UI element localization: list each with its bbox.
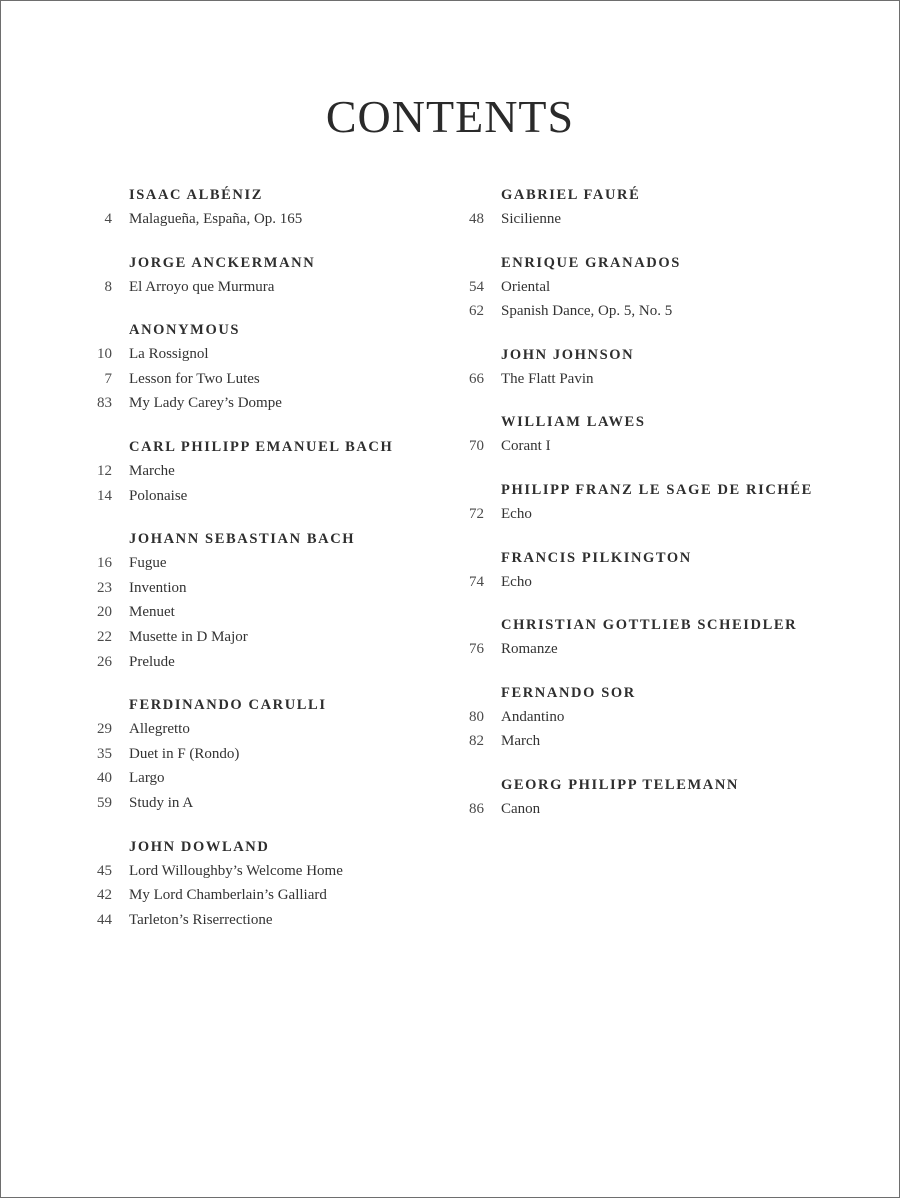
contents-entry[interactable] <box>84 551 414 576</box>
page-number: 80 <box>469 708 484 725</box>
page-number: 48 <box>469 211 484 227</box>
page-number: 29 <box>97 721 112 738</box>
contents-entry[interactable] <box>456 502 836 527</box>
composer-section-john-johnson <box>456 343 836 392</box>
page-number: 23 <box>97 579 112 596</box>
page-number: 7 <box>104 370 112 387</box>
piece-title: My Lord Chamberlain’s Galliard <box>129 887 327 904</box>
piece-title: Echo <box>501 505 532 522</box>
composer-section-georg-philipp-telemann <box>456 773 836 822</box>
page-number: 45 <box>97 862 112 879</box>
contents-entry[interactable] <box>84 717 414 742</box>
contents-entry[interactable] <box>84 791 414 816</box>
piece-title: Fugue <box>129 555 167 572</box>
composer-section-philipp-franz-le-sage-de-richee <box>456 478 836 527</box>
page-number: 44 <box>97 911 112 928</box>
page-number: 66 <box>469 370 484 387</box>
contents-entry[interactable] <box>84 742 414 767</box>
piece-title: Lord Willoughby’s Welcome Home <box>129 862 343 879</box>
composer-heading: JOHANN SEBASTIAN BACH <box>129 531 356 548</box>
composer-heading: WILLIAM LAWES <box>501 414 646 431</box>
composer-section-john-dowland <box>84 835 414 933</box>
page-number: 4 <box>104 211 112 227</box>
composer-heading: FRANCIS PILKINGTON <box>501 549 692 566</box>
page-number: 42 <box>97 887 112 904</box>
contents-entry[interactable] <box>84 459 414 484</box>
composer-heading: ENRIQUE GRANADOS <box>501 254 681 271</box>
contents-entry[interactable] <box>456 367 836 392</box>
page-number: 16 <box>97 555 112 572</box>
page-number: 20 <box>97 604 112 621</box>
page-number: 35 <box>97 745 112 762</box>
page-number: 14 <box>97 487 112 504</box>
page-number: 40 <box>97 770 112 787</box>
piece-title: Romanze <box>501 641 558 658</box>
page-number: 22 <box>97 628 112 645</box>
piece-title: Malagueña, España, Op. 165 <box>129 211 303 227</box>
composer-heading: ISAAC ALBÉNIZ <box>129 187 264 203</box>
piece-title: Prelude <box>129 653 175 670</box>
contents-entry[interactable] <box>84 367 414 392</box>
composer-heading: FERDINANDO CARULLI <box>129 697 327 714</box>
piece-title: Canon <box>501 800 541 817</box>
composer-heading: GEORG PHILIPP TELEMANN <box>501 776 739 793</box>
page-number: 8 <box>104 278 112 295</box>
page-number: 86 <box>469 800 484 817</box>
piece-title: Corant I <box>501 438 551 455</box>
piece-title: Marche <box>129 462 175 479</box>
composer-heading: GABRIEL FAURÉ <box>501 187 641 203</box>
composer-heading: ANONYMOUS <box>129 322 241 339</box>
contents-entry[interactable] <box>84 625 414 650</box>
contents-entry[interactable] <box>84 600 414 625</box>
composer-section-ferdinando-carulli <box>84 693 414 815</box>
contents-right-column <box>456 183 836 841</box>
page-number: 83 <box>97 395 112 412</box>
piece-title: Tarleton’s Riserrectione <box>129 911 273 928</box>
page-number: 70 <box>469 438 484 455</box>
contents-entry[interactable] <box>84 207 414 232</box>
contents-entry[interactable] <box>84 275 414 300</box>
contents-entry[interactable] <box>456 570 836 595</box>
piece-title: Invention <box>129 579 187 596</box>
piece-title: March <box>501 733 541 750</box>
composer-section-anonymous <box>84 318 414 416</box>
composer-heading: JOHN DOWLAND <box>129 838 270 855</box>
piece-title: Echo <box>501 573 532 590</box>
contents-entry[interactable] <box>456 299 836 324</box>
composer-section-gabriel-faure <box>456 183 836 232</box>
composer-heading: FERNANDO SOR <box>501 684 636 701</box>
page-number: 59 <box>97 794 112 811</box>
piece-title: Sicilienne <box>501 211 561 227</box>
piece-title: Allegretto <box>129 721 190 738</box>
composer-heading: JOHN JOHNSON <box>501 346 635 363</box>
piece-title: Duet in F (Rondo) <box>129 745 240 762</box>
composer-heading: JORGE ANCKERMANN <box>129 254 316 271</box>
piece-title: My Lady Carey’s Dompe <box>129 395 282 412</box>
page-number: 82 <box>469 733 484 750</box>
piece-title: Lesson for Two Lutes <box>129 370 260 387</box>
piece-title: Spanish Dance, Op. 5, No. 5 <box>501 303 673 320</box>
composer-heading: PHILIPP FRANZ LE SAGE DE RICHÉE <box>501 481 813 498</box>
piece-title: Polonaise <box>129 487 188 504</box>
piece-title: The Flatt Pavin <box>501 370 594 387</box>
piece-title: El Arroyo que Murmura <box>129 278 275 295</box>
contents-entry[interactable] <box>84 908 414 933</box>
page-title: CONTENTS <box>325 91 575 142</box>
contents-entry[interactable] <box>456 434 836 459</box>
composer-heading: CARL PHILIPP EMANUEL BACH <box>129 438 394 455</box>
composer-section-william-lawes <box>456 410 836 459</box>
page-number: 62 <box>469 303 484 320</box>
composer-section-christian-gottlieb-scheidler <box>456 613 836 662</box>
contents-entry[interactable] <box>456 637 836 662</box>
contents-entry[interactable] <box>84 576 414 601</box>
composer-section-fernando-sor <box>456 681 836 754</box>
piece-title: Andantino <box>501 708 565 725</box>
page-number: 12 <box>97 462 112 479</box>
composer-section-isaac-albeniz <box>84 183 414 232</box>
composer-section-carl-philipp-emanuel-bach <box>84 435 414 508</box>
contents-entry[interactable] <box>456 275 836 300</box>
composer-section-enrique-granados <box>456 251 836 324</box>
contents-entry[interactable] <box>456 705 836 730</box>
contents-entry[interactable] <box>84 859 414 884</box>
contents-entry[interactable] <box>84 650 414 675</box>
contents-entry[interactable] <box>84 766 414 791</box>
contents-entry[interactable] <box>84 391 414 416</box>
piece-title: Menuet <box>129 604 175 621</box>
page-number: 72 <box>469 505 484 522</box>
composer-section-jorge-anckermann <box>84 251 414 300</box>
contents-entry[interactable] <box>456 729 836 754</box>
contents-entry[interactable] <box>84 342 414 367</box>
piece-title: Largo <box>129 770 165 787</box>
contents-entry[interactable] <box>456 797 836 822</box>
page-number: 26 <box>97 653 112 670</box>
contents-entry[interactable] <box>84 883 414 908</box>
page-number: 10 <box>97 346 112 363</box>
piece-title: Oriental <box>501 278 551 295</box>
piece-title: La Rossignol <box>129 346 209 363</box>
composer-section-johann-sebastian-bach <box>84 527 414 674</box>
page-number: 74 <box>469 573 484 590</box>
page-number: 76 <box>469 641 484 658</box>
page-number: 54 <box>469 278 484 295</box>
piece-title: Musette in D Major <box>129 628 248 645</box>
contents-left-column <box>84 183 414 951</box>
piece-title: Study in A <box>129 794 194 811</box>
composer-section-francis-pilkington <box>456 546 836 595</box>
contents-entry[interactable] <box>456 207 836 232</box>
contents-entry[interactable] <box>84 484 414 509</box>
composer-heading: CHRISTIAN GOTTLIEB SCHEIDLER <box>501 617 798 634</box>
